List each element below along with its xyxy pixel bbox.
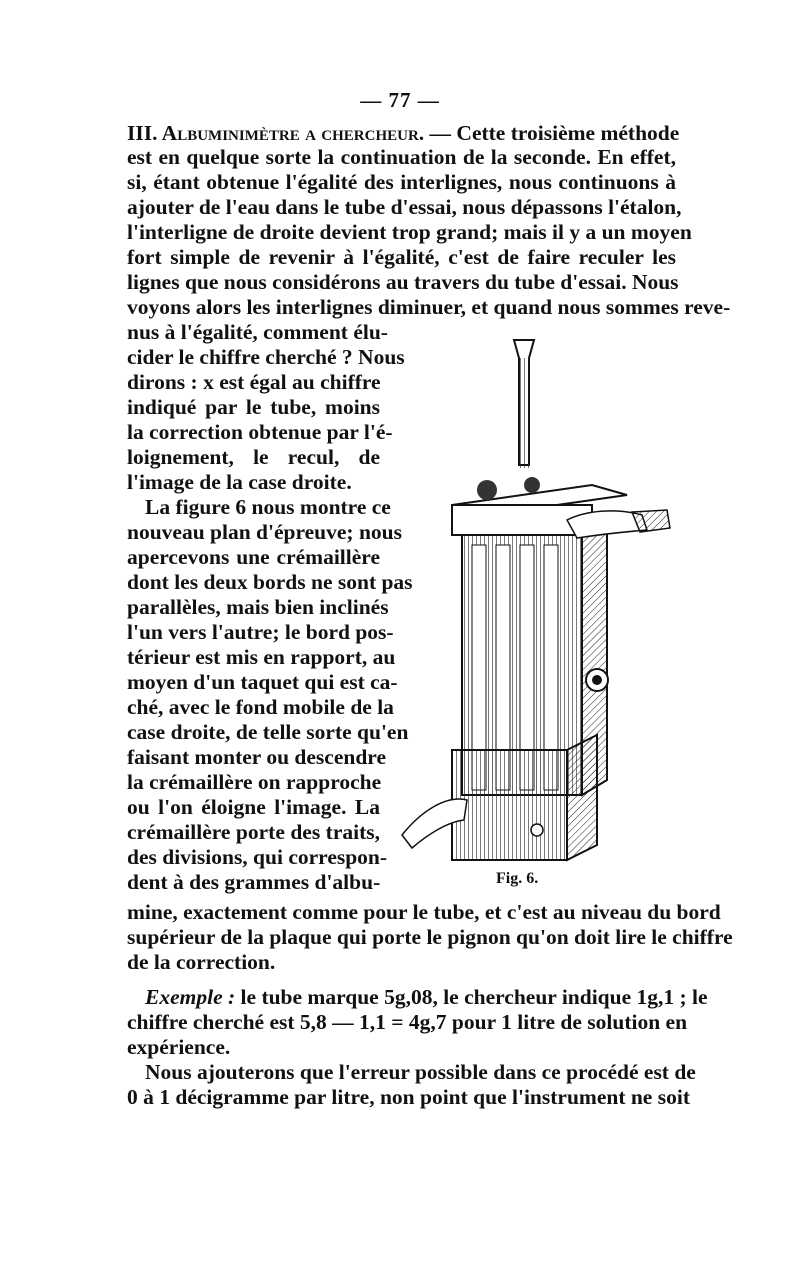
body-line: fort simple de revenir à l'égalité, c'est de faire reculer les xyxy=(127,245,676,269)
body-line: nus à l'égalité, comment élu- xyxy=(127,320,388,344)
body-line: 0 à 1 décigramme par litre, non point que l'instrument ne soit xyxy=(127,1085,690,1109)
example-text: le tube marque 5g,08, le chercheur indique 1g,1 ; le xyxy=(240,985,708,1009)
section-heading: III. Albuminimètre a chercheur. xyxy=(127,121,425,145)
body-line: ou l'on éloigne l'image. La xyxy=(127,795,380,819)
body-line: l'un vers l'autre; le bord pos- xyxy=(127,620,394,644)
body-line: nouveau plan d'épreuve; nous xyxy=(127,520,402,544)
body-line: dirons : x est égal au chiffre xyxy=(127,370,381,394)
body-line: la crémaillère on rapproche xyxy=(127,770,382,794)
body-line: l'interligne de droite devient trop grand; mais il y a un moyen xyxy=(127,220,692,244)
page-number: — 77 — xyxy=(360,88,440,112)
body-line: dont les deux bords ne sont pas xyxy=(127,570,413,594)
example-label: Exemple : xyxy=(145,985,236,1009)
body-line: faisant monter ou descendre xyxy=(127,745,386,769)
body-line: térieur est mis en rapport, au xyxy=(127,645,396,669)
body-line: case droite, de telle sorte qu'en xyxy=(127,720,409,744)
albuminimeter-illustration xyxy=(392,330,682,870)
body-line: ché, avec le fond mobile de la xyxy=(127,695,394,719)
body-line: mine, exactement comme pour le tube, et c'est au niveau du bord xyxy=(127,900,721,924)
body-line: des divisions, qui correspon- xyxy=(127,845,388,869)
body-line: apercevons une crémaillère xyxy=(127,545,380,569)
body-line: de la correction. xyxy=(127,950,276,974)
body-line: si, étant obtenue l'égalité des interlignes, nous continuons à xyxy=(127,170,676,194)
body-line: ajouter de l'eau dans le tube d'essai, nous dépassons l'étalon, xyxy=(127,195,682,219)
body-line: moyen d'un taquet qui est ca- xyxy=(127,670,398,694)
section-heading-line xyxy=(127,121,680,145)
heading-rest: — Cette troisième méthode xyxy=(429,121,680,145)
body-line: est en quelque sorte la continuation de la seconde. En effet, xyxy=(127,145,676,169)
body-line: parallèles, mais bien inclinés xyxy=(127,595,389,619)
example-line xyxy=(145,985,708,1009)
body-line: expérience. xyxy=(127,1035,231,1059)
figure-caption: Fig. 6. xyxy=(496,870,539,887)
body-line: la correction obtenue par l'é- xyxy=(127,420,393,444)
body-line: Nous ajouterons que l'erreur possible dans ce procédé est de xyxy=(145,1060,696,1084)
body-line: La figure 6 nous montre ce xyxy=(145,495,391,519)
body-line: indiqué par le tube, moins xyxy=(127,395,380,419)
body-line: supérieur de la plaque qui porte le pignon qu'on doit lire le chiffre xyxy=(127,925,733,949)
body-line: lignes que nous considérons au travers du tube d'essai. Nous xyxy=(127,270,679,294)
body-line: crémaillère porte des traits, xyxy=(127,820,380,844)
body-line: dent à des grammes d'albu- xyxy=(127,870,381,894)
body-line: voyons alors les interlignes diminuer, et quand nous sommes reve- xyxy=(127,295,731,319)
body-line: l'image de la case droite. xyxy=(127,470,352,494)
body-line: cider le chiffre cherché ? Nous xyxy=(127,345,405,369)
body-line: chiffre cherché est 5,8 — 1,1 = 4g,7 pour 1 litre de solution en xyxy=(127,1010,688,1034)
body-line: loignement, le recul, de xyxy=(127,445,380,469)
